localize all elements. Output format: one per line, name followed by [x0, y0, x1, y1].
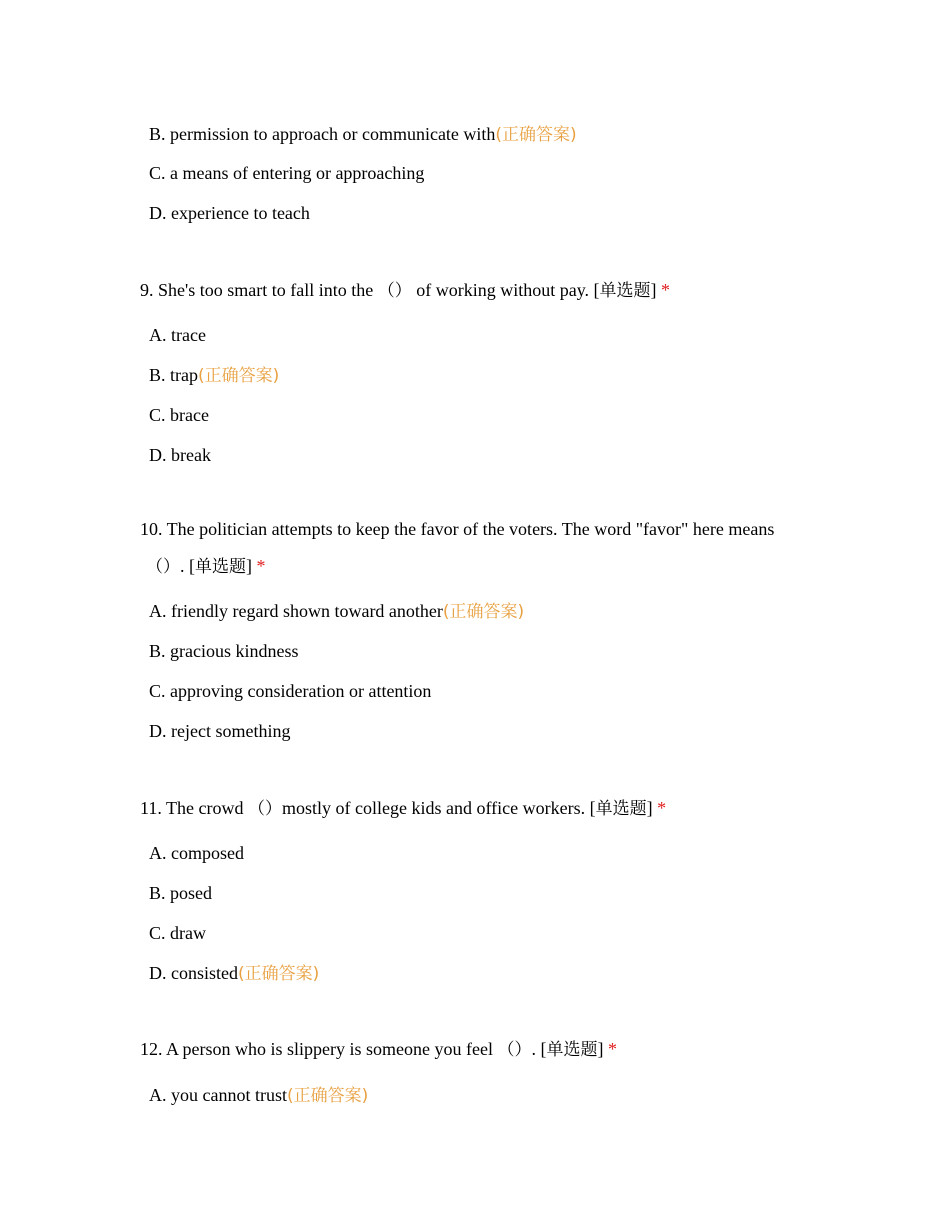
question-type: 单选题: [546, 1040, 598, 1060]
blank-marker: （）: [247, 799, 282, 819]
required-mark: *: [661, 280, 671, 300]
blank-marker: （）: [497, 1040, 532, 1060]
option-text: D. reject something: [149, 721, 291, 741]
q11-option-b[interactable]: [149, 882, 212, 904]
correct-answer-tag: (正确答案): [495, 125, 577, 145]
correct-answer-tag: (正确答案): [238, 964, 320, 984]
q10-option-b[interactable]: [149, 640, 298, 662]
option-text: B. posed: [149, 883, 212, 903]
q11-option-d[interactable]: [149, 962, 319, 985]
question-type: 单选题: [599, 281, 651, 301]
q10-option-a[interactable]: [149, 600, 524, 623]
correct-answer-tag: (正确答案): [286, 1086, 369, 1106]
question-type: 单选题: [195, 557, 246, 577]
q11-option-a[interactable]: [149, 842, 244, 864]
question-10-title-line2: （）. [单选题] *: [146, 556, 266, 577]
q12-option-a[interactable]: [149, 1084, 368, 1107]
option-text: B. gracious kindness: [149, 641, 299, 661]
blank-marker: （）: [377, 281, 412, 301]
q8-option-b[interactable]: [149, 123, 577, 146]
q9-option-a[interactable]: [149, 324, 206, 346]
option-text: A. trace: [149, 325, 206, 345]
required-mark: *: [607, 1039, 617, 1059]
question-9-title: 9. She's too smart to fall into the （） of working without pay. [单选题] *: [140, 280, 671, 301]
option-text: A. composed: [149, 843, 244, 863]
option-text: B. permission to approach or communicate with: [149, 124, 496, 144]
blank-marker: （）: [146, 557, 180, 577]
required-mark: *: [657, 798, 667, 818]
q9-option-b[interactable]: [149, 364, 279, 387]
q10-option-d[interactable]: [149, 720, 290, 742]
option-text: A. friendly regard shown toward another: [149, 601, 443, 621]
option-text: D. consisted: [149, 963, 238, 983]
q8-option-d[interactable]: [149, 202, 310, 224]
option-text: D. break: [149, 445, 211, 465]
option-text: C. draw: [149, 923, 206, 943]
correct-answer-tag: (正确答案): [198, 366, 280, 386]
question-10-title: 10. The politician attempts to keep the favor of the voters. The word "favor" here means: [140, 519, 775, 539]
q8-option-c[interactable]: [149, 162, 424, 184]
option-text: D. experience to teach: [149, 203, 310, 223]
required-mark: *: [256, 556, 266, 576]
option-text: C. a means of entering or approaching: [149, 163, 425, 183]
option-text: C. approving consideration or attention: [149, 681, 432, 701]
correct-answer-tag: (正确答案): [442, 602, 525, 622]
q10-option-c[interactable]: [149, 680, 431, 702]
question-12-title: 12. A person who is slippery is someone you feel （）. [单选题] *: [140, 1039, 617, 1060]
q11-option-c[interactable]: [149, 922, 206, 944]
question-type: 单选题: [595, 799, 647, 819]
option-text: C. brace: [149, 405, 209, 425]
q9-option-c[interactable]: [149, 404, 209, 426]
option-text: B. trap: [149, 365, 198, 385]
question-11-title: 11. The crowd （）mostly of college kids and office workers. [单选题] *: [140, 798, 667, 819]
q9-option-d[interactable]: [149, 444, 211, 466]
option-text: A. you cannot trust: [149, 1085, 287, 1105]
